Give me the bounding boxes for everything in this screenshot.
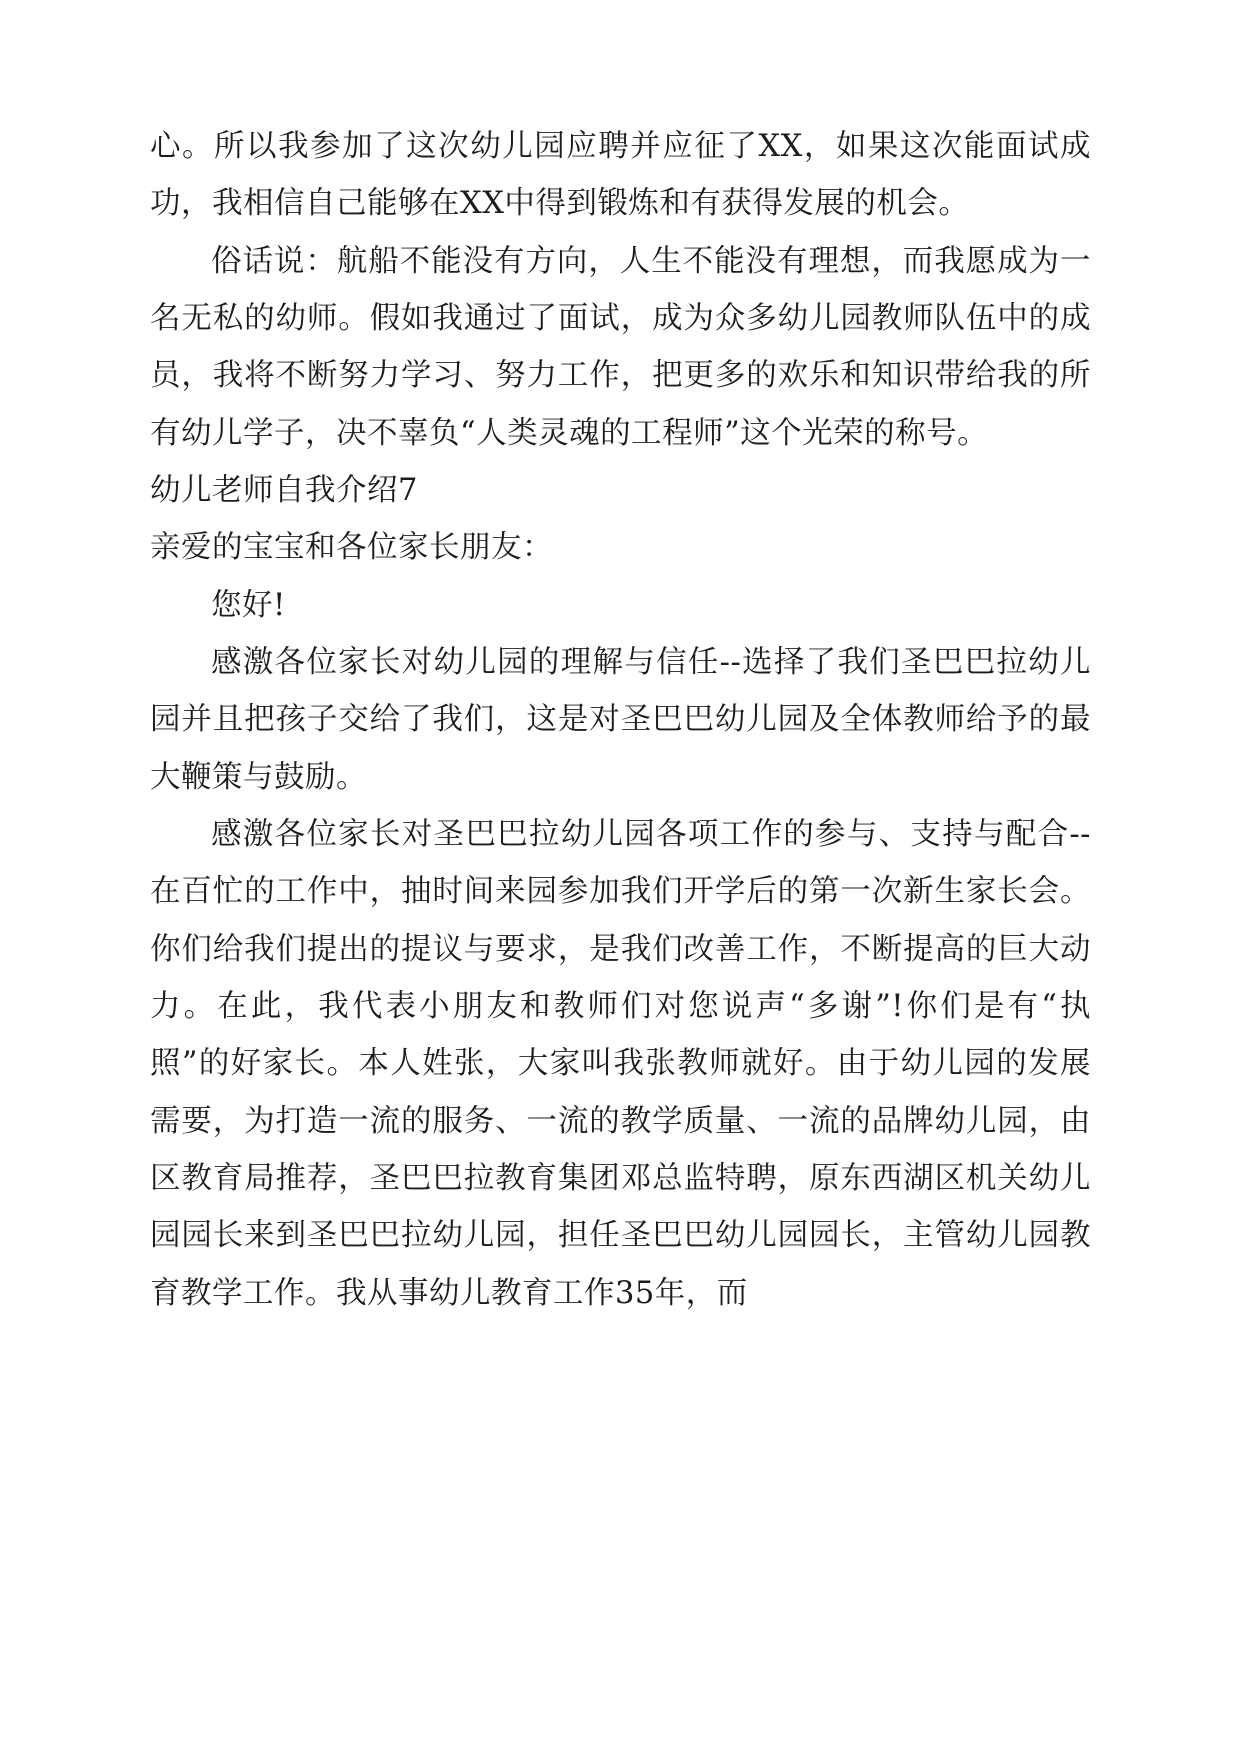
heading-self-introduction-7: 幼儿老师自我介绍7 — [150, 472, 418, 508]
paragraph-greeting: 您好! — [211, 587, 286, 623]
paragraph-thanks-trust: 感激各位家长对幼儿园的理解与信任--选择了我们圣巴巴拉幼儿园并且把孩子交给了我们，这是对圣巴巴幼儿园及全体教师给予的最大鞭策与鼓励。 — [150, 644, 1091, 795]
paragraph-interview-opportunity: 心。所以我参加了这次幼儿园应聘并应征了XX，如果这次能面试成功，我相信自己能够在XX中得到锻炼和有获得发展的机会。 — [150, 129, 1091, 222]
document-body — [150, 118, 1091, 1322]
paragraph-thanks-support: 感激各位家长对圣巴巴拉幼儿园各项工作的参与、支持与配合--在百忙的工作中，抽时间来园参加我们开学后的第一次新生家长会。你们给我们提出的提议与要求，是我们改善工作，不断提高的巨大动力。在此，我代表小朋友和教师们对您说声“多谢”!你们是有“执照”的好家长。本人姓张，大家叫我张教师就好。由于幼儿园的发展需要，为打造一流的服务、一流的教学质量、一流的品牌幼儿园，由区教育局推荐，圣巴巴拉教育集团邓总监特聘，原东西湖区机关幼儿园园长来到圣巴巴拉幼儿园，担任圣巴巴幼儿园园长，主管幼儿园教育教学工作。我从事幼儿教育工作35年，而 — [150, 816, 1091, 1311]
paragraph-ideal-teacher: 俗话说：航船不能没有方向，人生不能没有理想，而我愿成为一名无私的幼师。假如我通过了面试，成为众多幼儿园教师队伍中的成员，我将不断努力学习、努力工作，把更多的欢乐和知识带给我的所有幼儿学子，决不辜负“人类灵魂的工程师”这个光荣的称号。 — [150, 243, 1091, 451]
paragraph-salutation: 亲爱的宝宝和各位家长朋友： — [150, 530, 553, 566]
